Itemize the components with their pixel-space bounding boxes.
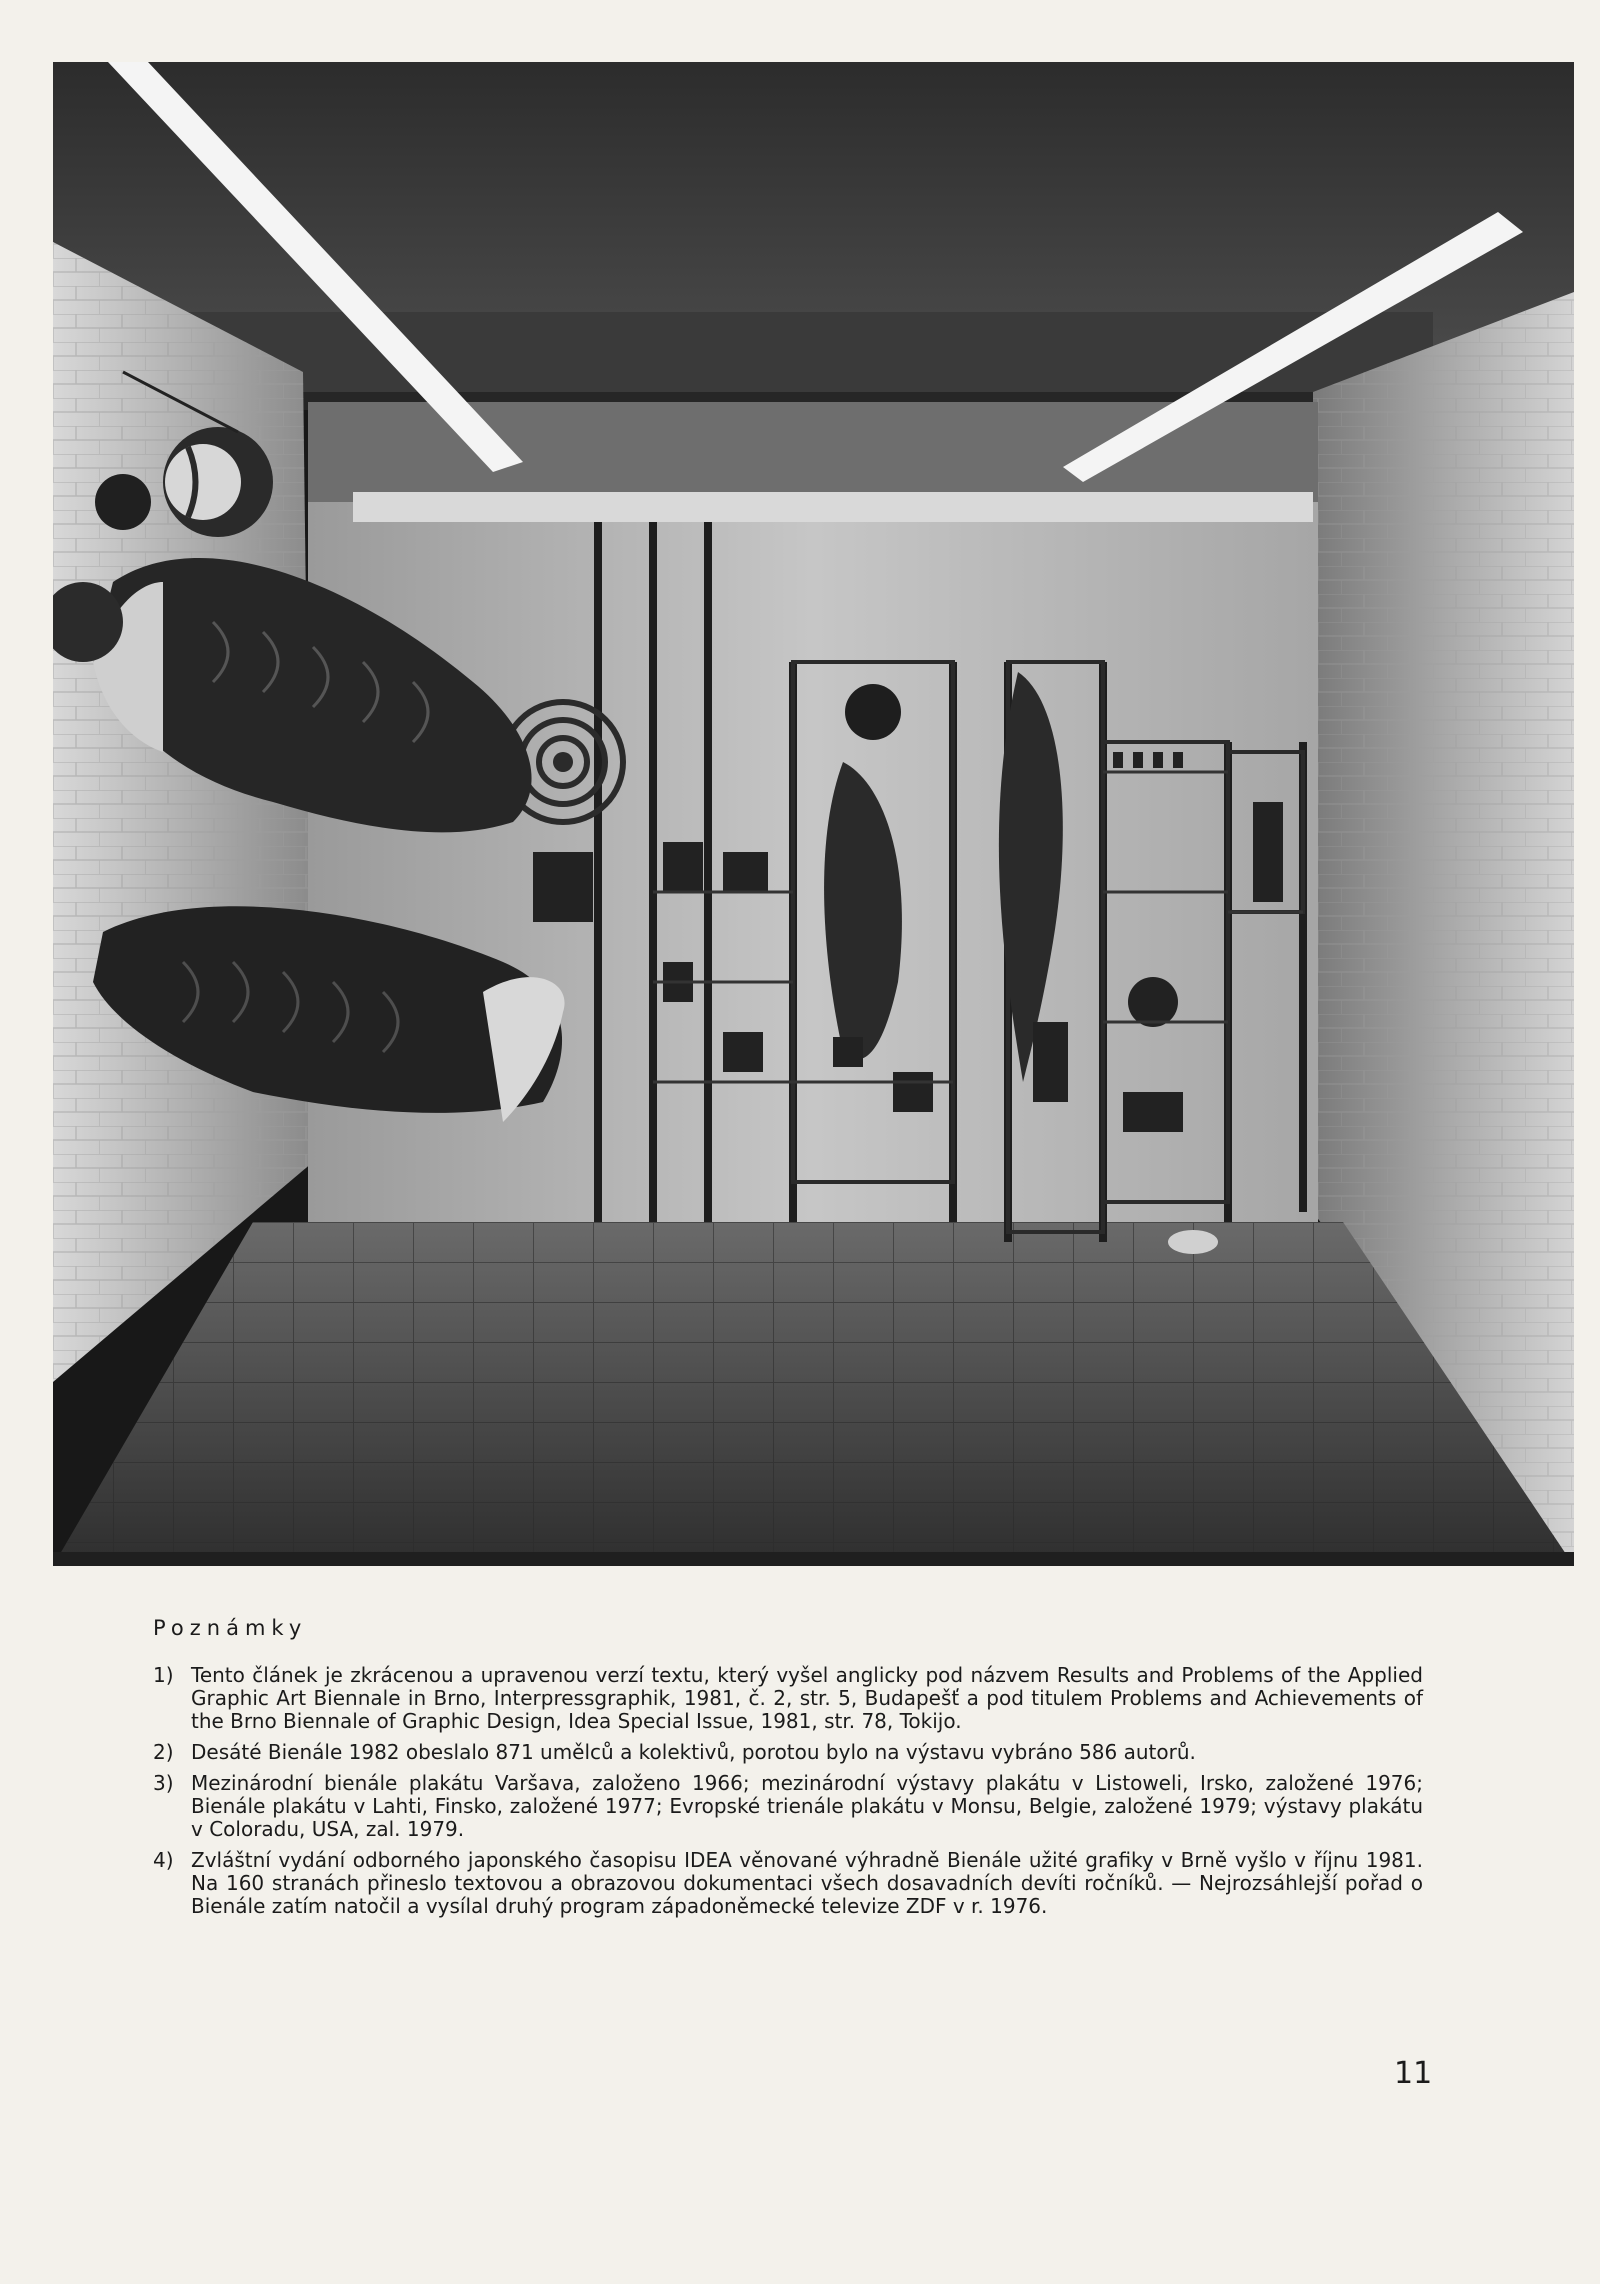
exhibition-room-image [53, 62, 1574, 1566]
note-number: 1) [153, 1663, 174, 1687]
note-text: Mezinárodní bienále plakátu Varšava, založeno 1966; mezinárodní výstavy plakátu v Listoweli, Irsko, založené 1976; Bienále plakátu v Lahti, Finsko, založené 1977; Evropské trienále plakátu v Monsu, Belgie, založené 1979; výstavy plakátu v Coloradu, USA, zal. 1979. [191, 1771, 1423, 1841]
notes-heading: Poznámky [153, 1616, 308, 1640]
note-number: 2) [153, 1740, 174, 1764]
note-text: Desáté Bienále 1982 obeslalo 871 umělců a kolektivů, porotou bylo na výstavu vybráno 586 autorů. [191, 1740, 1196, 1764]
notes-section [153, 1616, 1423, 1926]
note-text: Tento článek je zkrácenou a upravenou verzí textu, který vyšel anglicky pod názvem Results and Problems of the Applied Graphic Art Biennale in Brno, Interpressgraphik, 1981, č. 2, str. 5, Budapešť a pod titulem Problems and Achievements of the Brno Biennale of Graphic Design, Idea Special Issue, 1981, str. 78, Tokijo. [191, 1663, 1423, 1733]
note-item [153, 1664, 1423, 1733]
note-number: 3) [153, 1771, 174, 1795]
page-number: 11 [1394, 2056, 1433, 2091]
note-item [153, 1741, 1423, 1764]
note-item [153, 1849, 1423, 1918]
note-item [153, 1772, 1423, 1841]
exhibition-photo [53, 62, 1574, 1566]
note-text: Zvláštní vydání odborného japonského časopisu IDEA věnované výhradně Bienále užité grafiky v Brně vyšlo v říjnu 1981. Na 160 stranách přineslo textovou a obrazovou dokumentaci všech dosavadních devíti ročníků. — Nejrozsáhlejší pořad o Bienále zatím natočil a vysílal druhý program západoněmecké televize ZDF v r. 1976. [191, 1848, 1423, 1918]
note-number: 4) [153, 1848, 174, 1872]
